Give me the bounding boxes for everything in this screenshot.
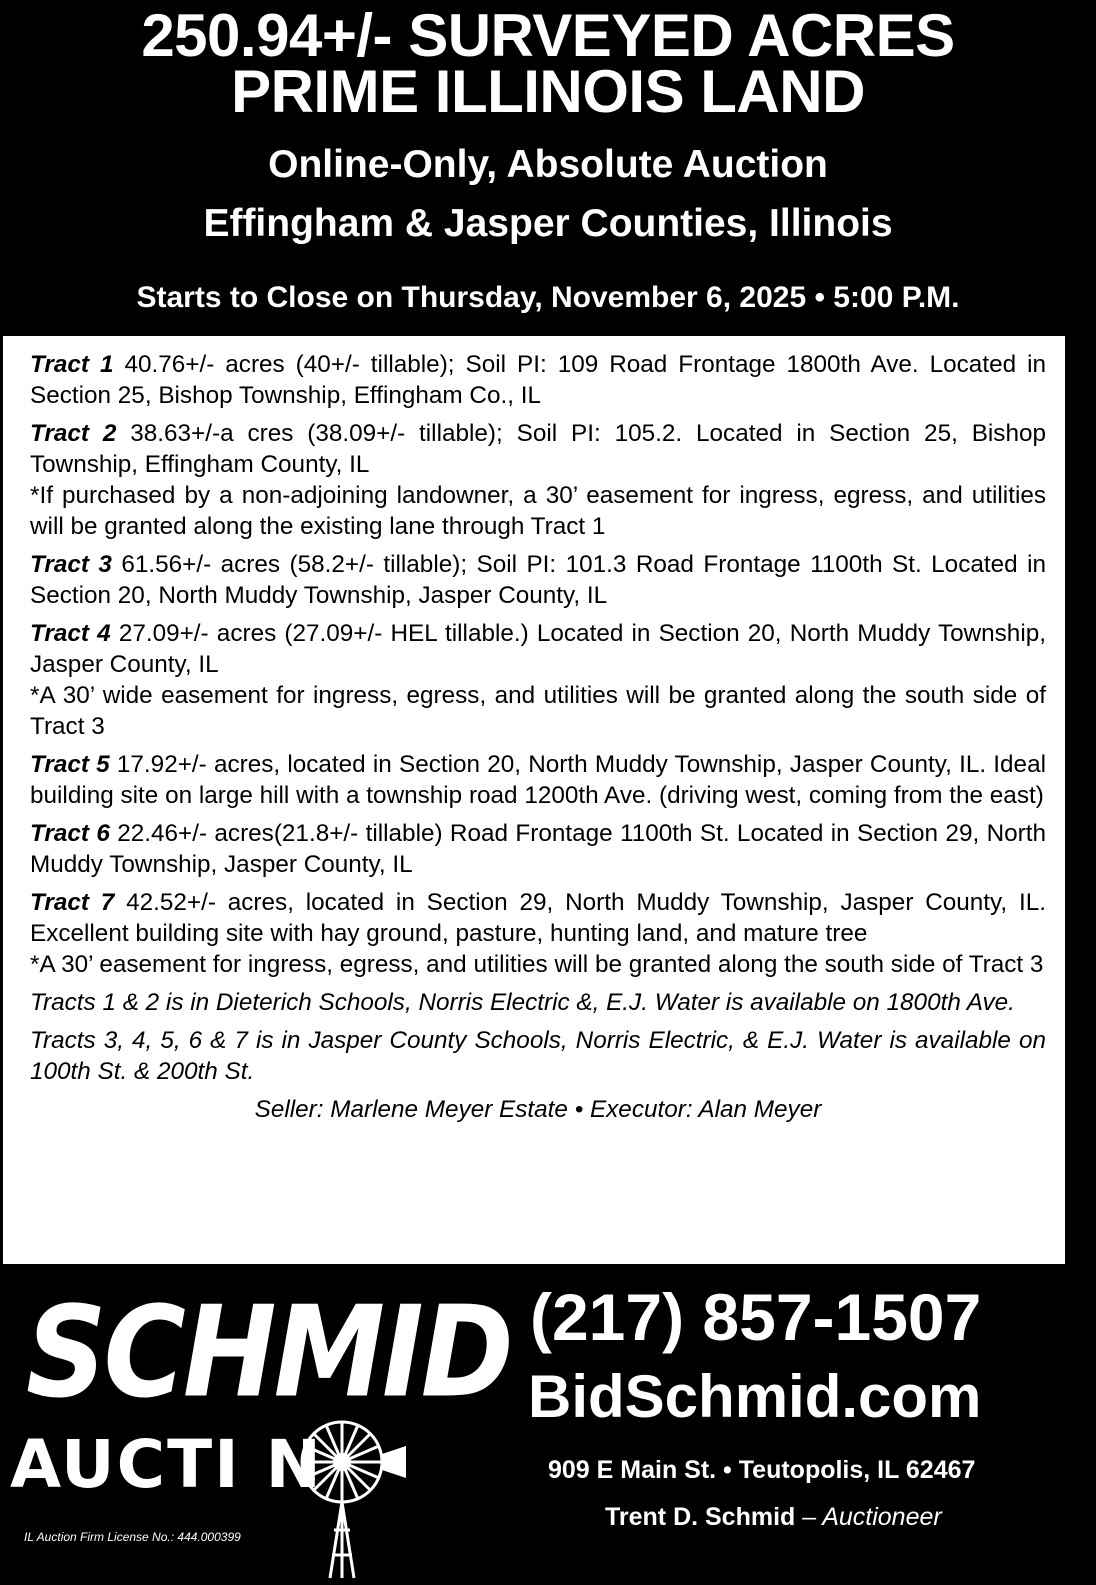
tract-6 bbox=[30, 818, 1046, 880]
auctioneer bbox=[605, 1503, 942, 1532]
tract-text: 22.46+/- acres(21.8+/- tillable) Road Frontage 1100th St. Located in Section 29, North Muddy Township, Jasper County, IL bbox=[30, 820, 1046, 878]
utilities-note-1: Tracts 1 & 2 is in Dieterich Schools, Norris Electric &, E.J. Water is available on 1800th Ave. bbox=[30, 989, 1015, 1016]
tract-7 bbox=[30, 887, 1046, 980]
tract-text: 17.92+/- acres, located in Section 20, North Muddy Township, Jasper County, IL. Ideal building site on large hill with a township road 1200th Ave. (driving west, coming from the east) bbox=[30, 751, 1046, 809]
license-number: IL Auction Firm License No.: 444.000399 bbox=[24, 1530, 241, 1544]
tract-3 bbox=[30, 549, 1046, 611]
logo-schmid-text: SCHMID bbox=[26, 1280, 511, 1426]
tract-label: Tract 3 bbox=[30, 551, 112, 578]
header bbox=[0, 0, 1096, 334]
headline-line1: 250.94+/- SURVEYED ACRES bbox=[141, 2, 955, 69]
tract-text: 40.76+/- acres (40+/- tillable); Soil PI: 109 Road Frontage 1800th Ave. Located in Section 25, Bishop Township, Effingham Co., IL bbox=[30, 351, 1046, 409]
footer bbox=[0, 1266, 1096, 1585]
phone-number: (217) 857-1507 bbox=[530, 1280, 982, 1354]
tract-1 bbox=[30, 349, 1046, 411]
headline bbox=[0, 2, 1096, 125]
tract-note: *A 30’ easement for ingress, egress, and utilities will be granted along the south side of Tract 3 bbox=[30, 951, 1044, 978]
auction-date: Starts to Close on Thursday, November 6, 2025 • 5:00 P.M. bbox=[136, 281, 960, 314]
website: BidSchmid.com bbox=[528, 1363, 982, 1430]
tract-text: 38.63+/-a cres (38.09+/- tillable); Soil PI: 105.2. Located in Section 25, Bishop Township, Effingham County, IL bbox=[30, 420, 1046, 478]
tract-label: Tract 1 bbox=[30, 351, 114, 378]
tract-label: Tract 4 bbox=[30, 620, 111, 647]
tract-details bbox=[3, 336, 1065, 1264]
tract-label: Tract 2 bbox=[30, 420, 117, 447]
logo-auction-text: AUCTI N bbox=[10, 1426, 323, 1503]
auctioneer-title: – Auctioneer bbox=[802, 1503, 942, 1531]
tract-label: Tract 7 bbox=[30, 889, 115, 916]
auction-location: Effingham & Jasper Counties, Illinois bbox=[203, 202, 893, 245]
tract-text: 42.52+/- acres, located in Section 29, North Muddy Township, Jasper County, IL. Excellent building site with hay ground, pasture, hunting land, and mature tree bbox=[30, 889, 1046, 947]
utilities-note-2: Tracts 3, 4, 5, 6 & 7 is in Jasper County Schools, Norris Electric, & E.J. Water is available on 100th St. & 200th St. bbox=[30, 1027, 1046, 1085]
tract-label: Tract 5 bbox=[30, 751, 110, 778]
windmill-icon bbox=[290, 1410, 410, 1580]
auctioneer-name: Trent D. Schmid bbox=[605, 1503, 796, 1531]
tract-label: Tract 6 bbox=[30, 820, 110, 847]
tract-note: *If purchased by a non-adjoining landowner, a 30’ easement for ingress, egress, and utilities will be granted along the existing lane through Tract 1 bbox=[30, 482, 1046, 540]
tract-5 bbox=[30, 749, 1046, 811]
tract-2 bbox=[30, 418, 1046, 542]
tract-note: *A 30’ wide easement for ingress, egress, and utilities will be granted along the south side of Tract 3 bbox=[30, 682, 1046, 740]
schmid-auction-logo bbox=[10, 1280, 511, 1580]
headline-line2: PRIME ILLINOIS LAND bbox=[231, 58, 865, 125]
address: 909 E Main St. • Teutopolis, IL 62467 bbox=[548, 1456, 976, 1484]
auction-type: Online-Only, Absolute Auction bbox=[268, 143, 828, 186]
tract-text: 61.56+/- acres (58.2+/- tillable); Soil PI: 101.3 Road Frontage 1100th St. Located in Section 20, North Muddy Township, Jasper County, IL bbox=[30, 551, 1046, 609]
tract-text: 27.09+/- acres (27.09+/- HEL tillable.) Located in Section 20, North Muddy Township, Jasper County, IL bbox=[30, 620, 1046, 678]
tract-4 bbox=[30, 618, 1046, 742]
seller-info: Seller: Marlene Meyer Estate • Executor: Alan Meyer bbox=[254, 1096, 822, 1123]
